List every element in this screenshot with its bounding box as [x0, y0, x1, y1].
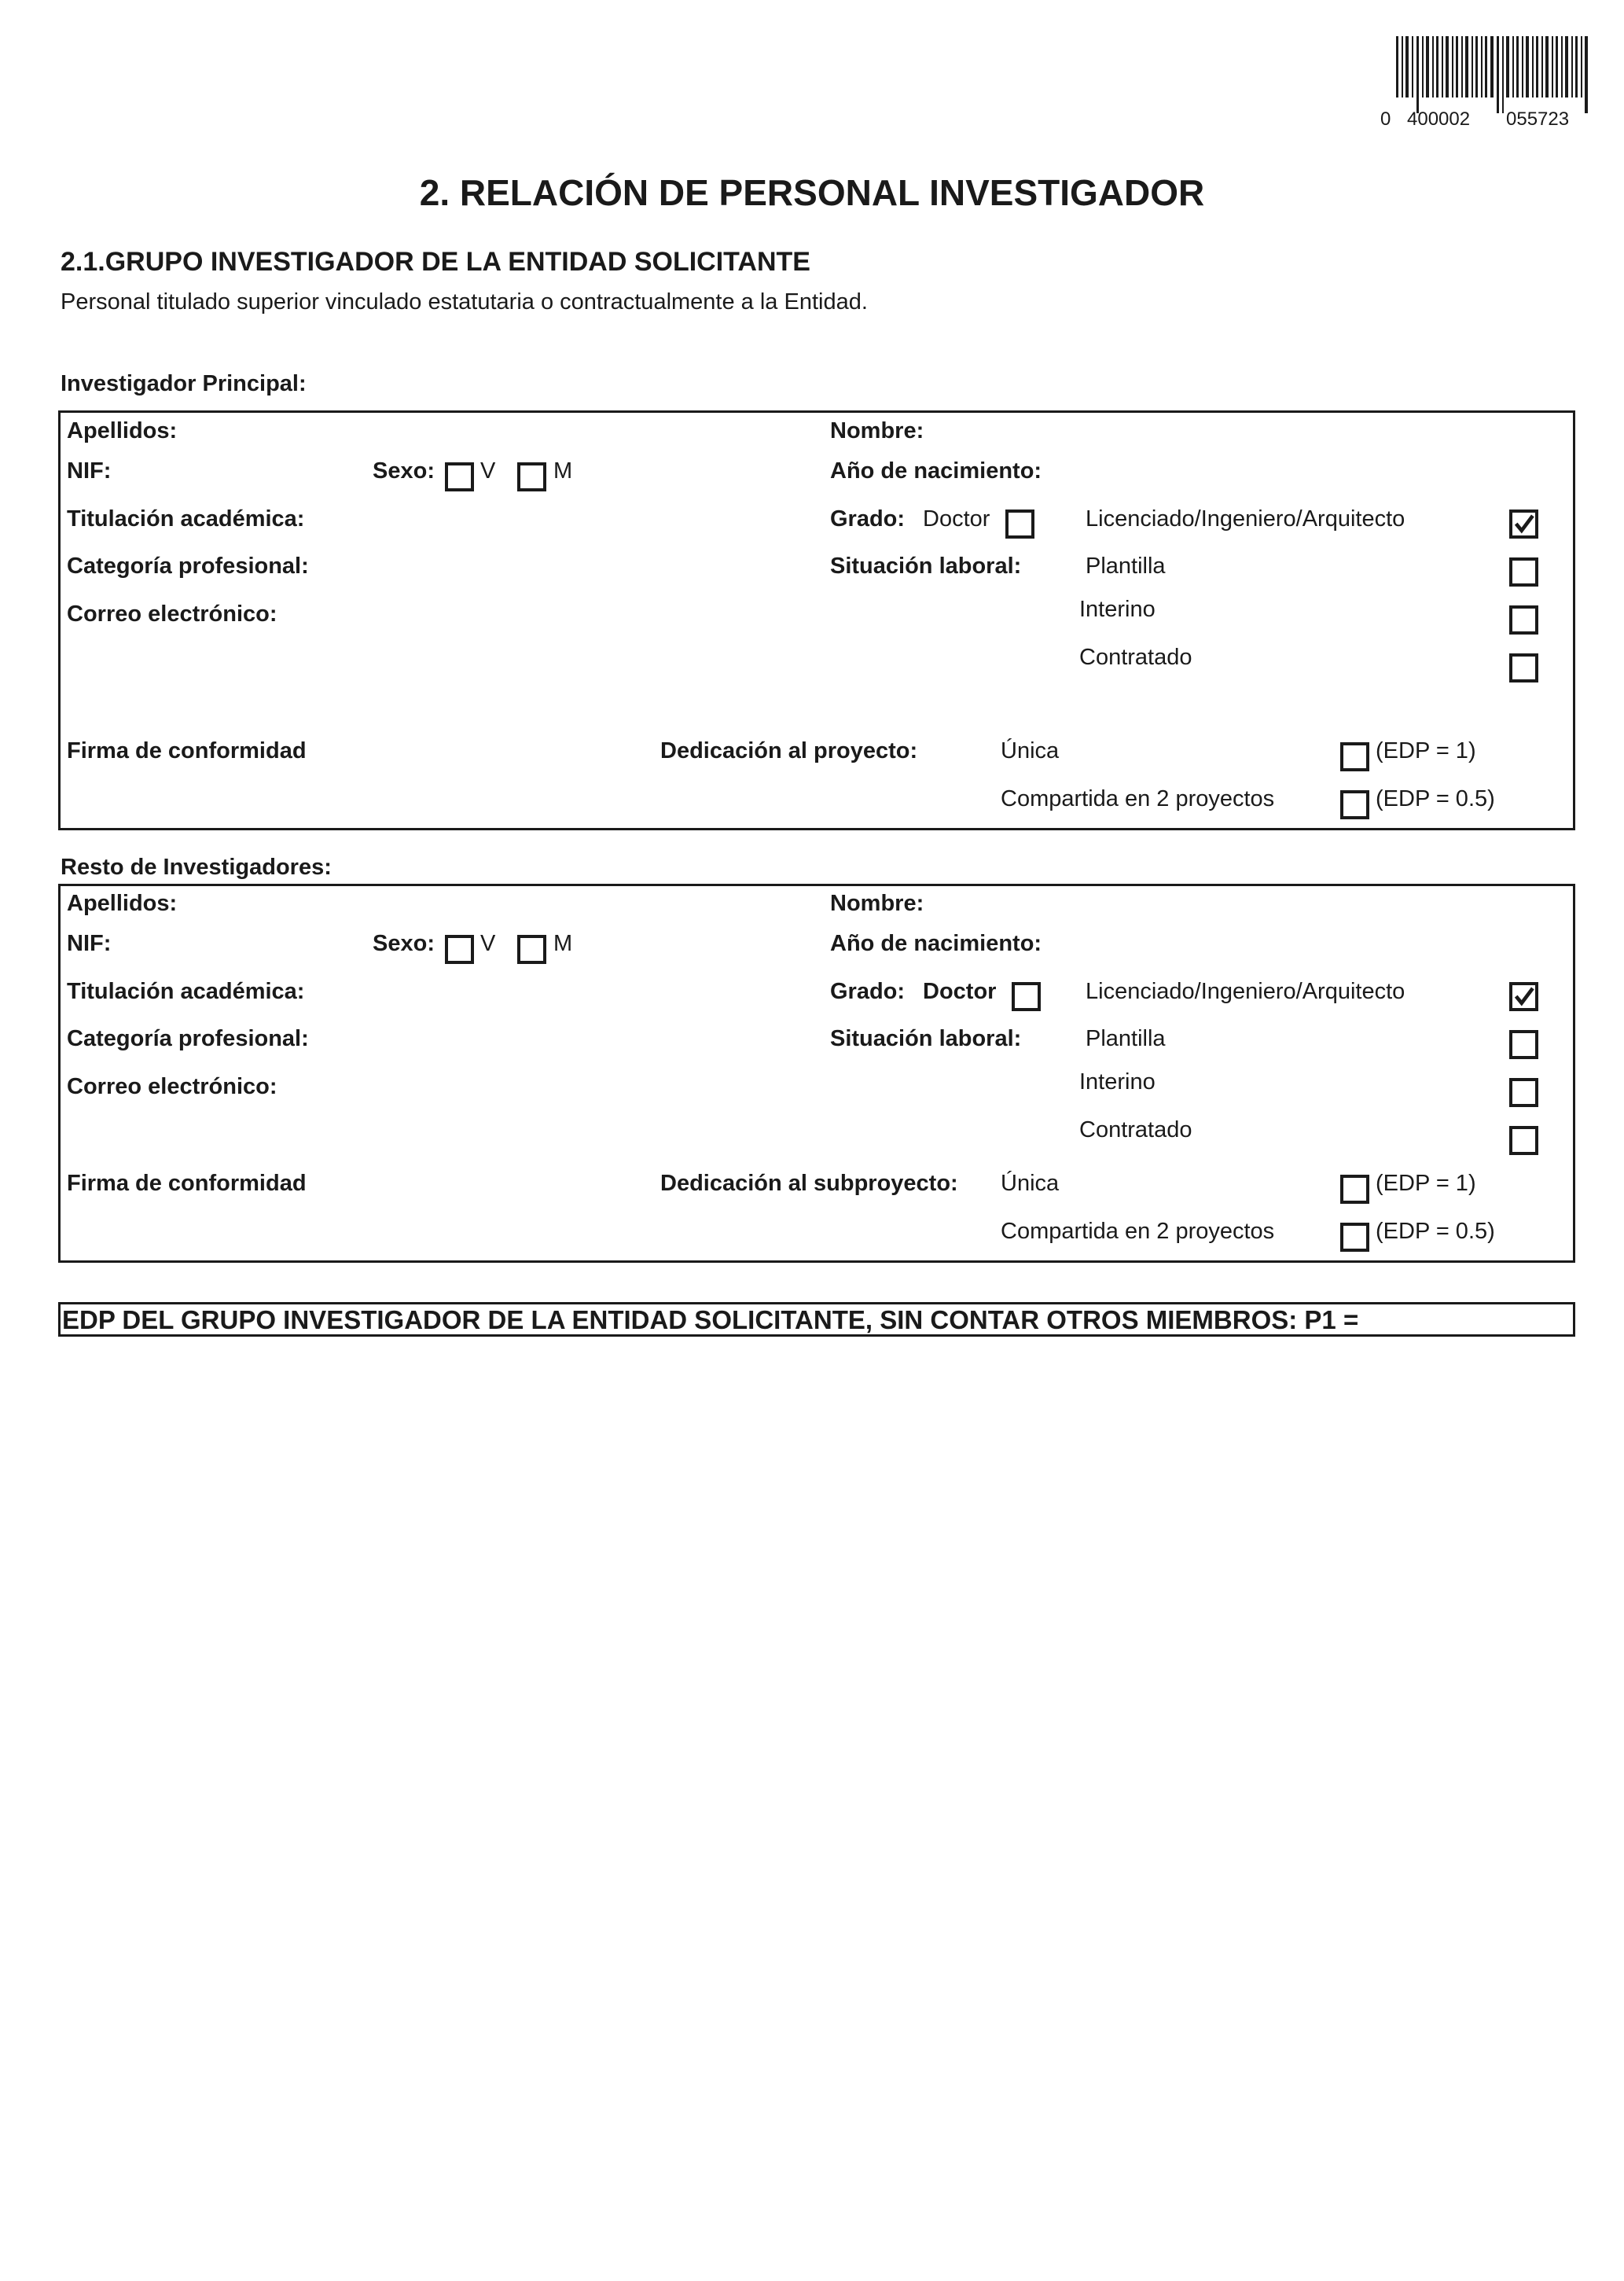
resto-correo-label: Correo electrónico:	[67, 1074, 277, 1099]
resto-edp1-label: (EDP = 1)	[1376, 1171, 1476, 1196]
principal-sexo-label: Sexo:	[373, 458, 435, 484]
edp-total-box	[58, 1302, 1575, 1337]
principal-licenciado-label: Licenciado/Ingeniero/Arquitecto	[1086, 506, 1405, 532]
principal-plantilla-checkbox[interactable]	[1509, 557, 1538, 587]
resto-sexo-m-checkbox[interactable]	[517, 935, 546, 964]
section-heading: 2.1.GRUPO INVESTIGADOR DE LA ENTIDAD SOLICITANTE	[61, 247, 810, 277]
principal-sexo-v-label: V	[480, 458, 496, 484]
principal-categoria-label: Categoría profesional:	[67, 554, 309, 579]
principal-sexo-m-label: M	[553, 458, 573, 484]
principal-dedicacion-label: Dedicación al proyecto:	[660, 738, 918, 763]
principal-apellidos-label: Apellidos:	[67, 418, 178, 443]
principal-edp05-label: (EDP = 0.5)	[1376, 786, 1495, 811]
resto-sexo-m-label: M	[553, 931, 573, 956]
page-title: 2. RELACIÓN DE PERSONAL INVESTIGADOR	[419, 172, 1205, 213]
resto-firma-label: Firma de conformidad	[67, 1171, 307, 1196]
resto-licenciado-checkbox[interactable]	[1509, 982, 1538, 1011]
resto-sexo-label: Sexo:	[373, 931, 435, 956]
principal-contratado-checkbox[interactable]	[1509, 653, 1538, 682]
resto-titulacion-label: Titulación académica:	[67, 979, 305, 1004]
principal-firma-label: Firma de conformidad	[67, 738, 307, 763]
resto-nombre-label: Nombre:	[830, 891, 924, 916]
principal-correo-label: Correo electrónico:	[67, 602, 277, 627]
principal-licenciado-checkbox[interactable]	[1509, 510, 1538, 539]
barcode-digits-group-1: 400002	[1407, 109, 1471, 130]
principal-nif-label: NIF:	[67, 458, 112, 484]
resto-doctor-checkbox[interactable]	[1012, 982, 1041, 1011]
resto-nif-label: NIF:	[67, 931, 112, 956]
principal-grado-label: Grado:	[830, 506, 906, 532]
principal-doctor-checkbox[interactable]	[1005, 510, 1034, 539]
resto-edp05-label: (EDP = 0.5)	[1376, 1219, 1495, 1244]
resto-sexo-v-checkbox[interactable]	[445, 935, 474, 964]
checkmark-icon	[1512, 985, 1535, 1008]
checkmark-icon	[1512, 513, 1535, 535]
resto-contratado-checkbox[interactable]	[1509, 1126, 1538, 1155]
resto-compartida-label: Compartida en 2 proyectos	[1001, 1219, 1275, 1244]
principal-plantilla-label: Plantilla	[1086, 554, 1166, 579]
resto-grado-label: Grado:	[830, 979, 906, 1004]
resto-form-box	[58, 884, 1575, 1263]
barcode-digits-group-2: 055723	[1506, 109, 1570, 130]
resto-interino-checkbox[interactable]	[1509, 1078, 1538, 1107]
principal-compartida-checkbox[interactable]	[1340, 790, 1369, 819]
resto-categoria-label: Categoría profesional:	[67, 1026, 309, 1051]
resto-situacion-label: Situación laboral:	[830, 1026, 1022, 1051]
resto-unica-label: Única	[1001, 1171, 1060, 1196]
principal-compartida-label: Compartida en 2 proyectos	[1001, 786, 1275, 811]
principal-interino-checkbox[interactable]	[1509, 605, 1538, 635]
principal-section-label: Investigador Principal:	[61, 371, 307, 396]
resto-contratado-label: Contratado	[1079, 1117, 1192, 1142]
principal-anio-label: Año de nacimiento:	[830, 458, 1042, 484]
principal-unica-checkbox[interactable]	[1340, 742, 1369, 771]
edp-total-label: EDP DEL GRUPO INVESTIGADOR DE LA ENTIDAD SOLICITANTE, SIN CONTAR OTROS MIEMBROS: P1 =	[62, 1305, 1359, 1334]
resto-dedicacion-label: Dedicación al subproyecto:	[660, 1171, 958, 1196]
resto-doctor-label: Doctor	[923, 979, 997, 1004]
resto-unica-checkbox[interactable]	[1340, 1175, 1369, 1204]
section-description: Personal titulado superior vinculado estatutaria o contractualmente a la Entidad.	[61, 289, 868, 315]
resto-interino-label: Interino	[1079, 1069, 1156, 1095]
resto-plantilla-label: Plantilla	[1086, 1026, 1166, 1051]
principal-nombre-label: Nombre:	[830, 418, 924, 443]
resto-plantilla-checkbox[interactable]	[1509, 1030, 1538, 1059]
principal-interino-label: Interino	[1079, 597, 1156, 622]
resto-apellidos-label: Apellidos:	[67, 891, 178, 916]
principal-unica-label: Única	[1001, 738, 1060, 763]
principal-situacion-label: Situación laboral:	[830, 554, 1022, 579]
resto-licenciado-label: Licenciado/Ingeniero/Arquitecto	[1086, 979, 1405, 1004]
principal-sexo-v-checkbox[interactable]	[445, 462, 474, 491]
resto-compartida-checkbox[interactable]	[1340, 1223, 1369, 1252]
principal-titulacion-label: Titulación académica:	[67, 506, 305, 532]
resto-sexo-v-label: V	[480, 931, 496, 956]
principal-sexo-m-checkbox[interactable]	[517, 462, 546, 491]
resto-section-label: Resto de Investigadores:	[61, 855, 332, 880]
barcode-digit-prefix: 0	[1380, 109, 1391, 130]
principal-doctor-label: Doctor	[923, 506, 990, 532]
principal-edp1-label: (EDP = 1)	[1376, 738, 1476, 763]
resto-anio-label: Año de nacimiento:	[830, 931, 1042, 956]
principal-contratado-label: Contratado	[1079, 645, 1192, 670]
